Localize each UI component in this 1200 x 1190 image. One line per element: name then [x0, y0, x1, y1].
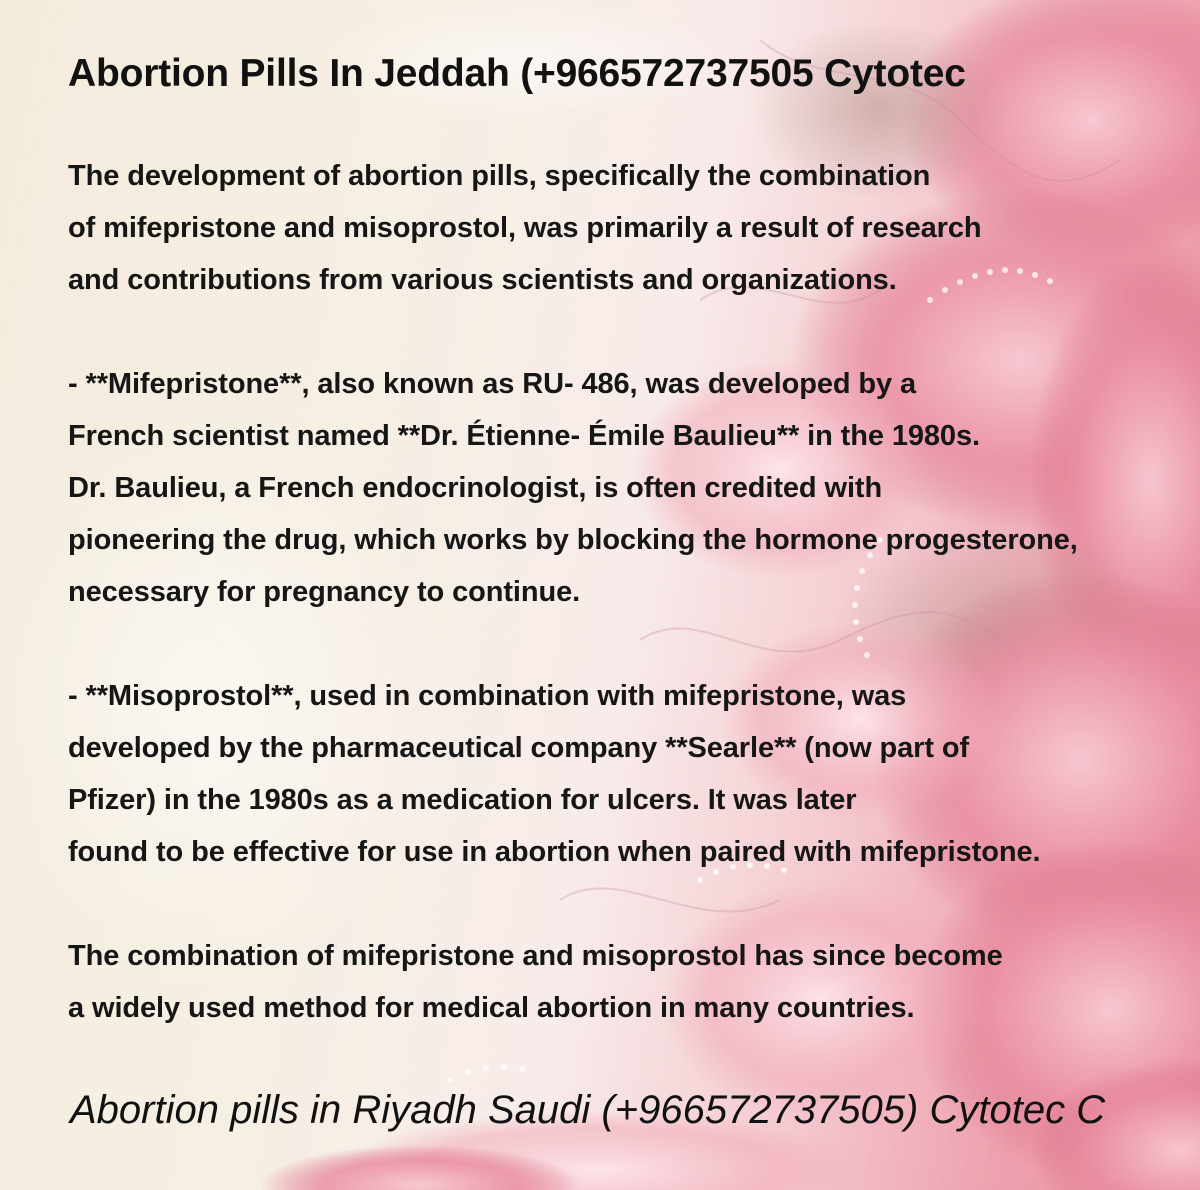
- body-line: necessary for pregnancy to continue.: [68, 576, 581, 608]
- quote-body: [68, 156, 1200, 1040]
- page-title: Abortion Pills In Jeddah (+966572737505 Cytotec: [68, 52, 966, 95]
- body-line: found to be effective for use in abortion when paired with mifepristone.: [68, 836, 1041, 868]
- blank-line: [68, 312, 1200, 364]
- blank-line: [68, 624, 1200, 676]
- body-line: Pfizer) in the 1980s as a medication for ulcers. It was later: [68, 784, 857, 816]
- body-line: - **Misoprostol**, used in combination with mifepristone, was: [68, 680, 907, 712]
- author-attribution: Abortion pills in Riyadh Saudi (+966572737505) Cytotec C: [70, 1088, 1106, 1132]
- body-line: - **Mifepristone**, also known as RU- 486, was developed by a: [68, 368, 917, 400]
- body-line: and contributions from various scientists and organizations.: [68, 264, 897, 296]
- body-line: of mifepristone and misoprostol, was primarily a result of research: [68, 212, 982, 244]
- body-line: The combination of mifepristone and misoprostol has since become: [68, 940, 1003, 972]
- body-line: a widely used method for medical abortion in many countries.: [68, 992, 915, 1024]
- body-line: pioneering the drug, which works by blocking the hormone progesterone,: [68, 524, 1078, 556]
- body-line: developed by the pharmaceutical company **Searle** (now part of: [68, 732, 970, 764]
- body-line: Dr. Baulieu, a French endocrinologist, is often credited with: [68, 472, 883, 504]
- body-line: French scientist named **Dr. Étienne- Émile Baulieu** in the 1980s.: [68, 420, 980, 452]
- body-line: The development of abortion pills, specifically the combination: [68, 160, 931, 192]
- blank-line: [68, 884, 1200, 936]
